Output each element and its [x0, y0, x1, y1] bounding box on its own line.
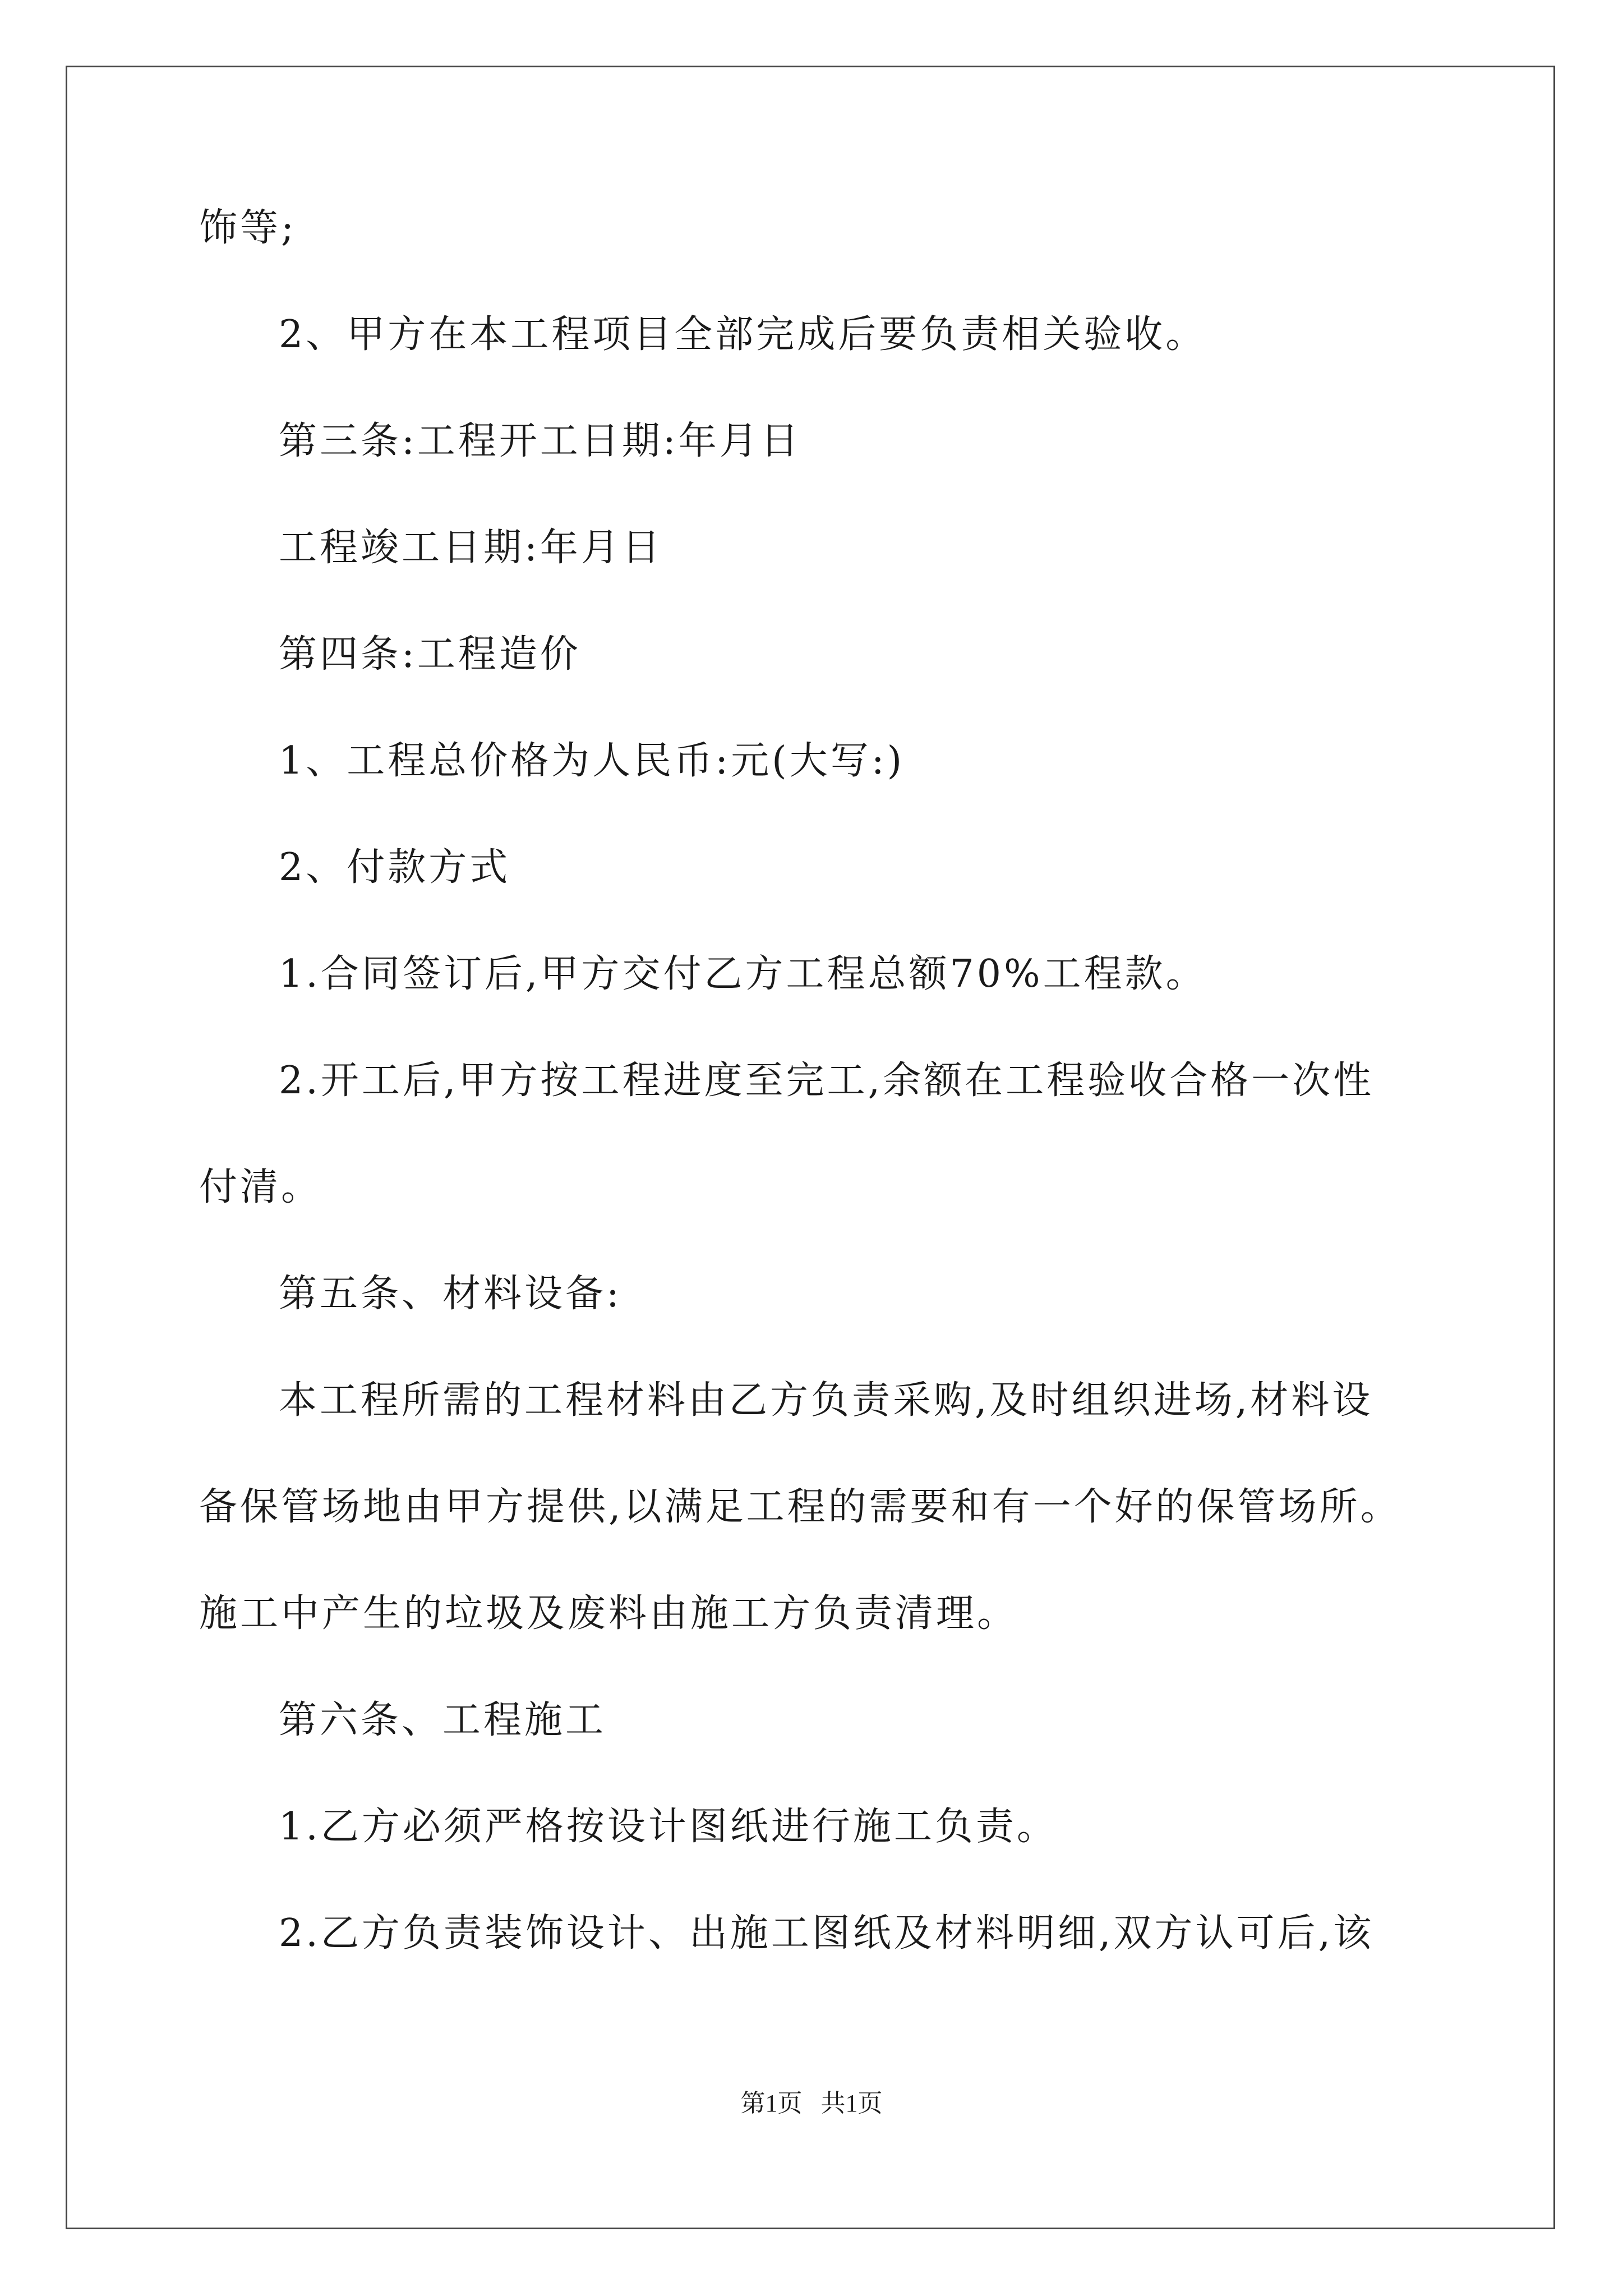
text-line-14: 施工中产生的垃圾及废料由施工方负责清理。	[199, 1591, 1018, 1636]
text-line-1: 饰等;	[199, 206, 297, 250]
text-line-4: 工程竣工日期:年月日	[279, 526, 663, 570]
text-line-17: 2.乙方负责装饰设计、出施工图纸及材料明细,双方认可后,该	[279, 1911, 1375, 1955]
text-line-15: 第六条、工程施工	[279, 1698, 607, 1742]
text-line-12: 本工程所需的工程材料由乙方负责采购,及时组织进场,材料设	[279, 1378, 1373, 1423]
text-line-3: 第三条:工程开工日期:年月日	[279, 419, 801, 463]
text-line-2: 2、甲方在本工程项目全部完成后要负责相关验收。	[279, 312, 1207, 357]
text-line-11: 第五条、材料设备:	[279, 1272, 622, 1316]
text-line-7: 2、付款方式	[279, 845, 511, 890]
text-line-8: 1.合同签订后,甲方交付乙方工程总额70%工程款。	[279, 952, 1207, 996]
text-line-9: 2.开工后,甲方按工程进度至完工,余额在工程验收合格一次性	[279, 1059, 1375, 1103]
page-footer: 第1页 共1页	[740, 2090, 883, 2117]
text-line-10: 付清。	[199, 1165, 322, 1209]
text-line-16: 1.乙方必须严格按设计图纸进行施工负责。	[279, 1805, 1058, 1849]
text-line-6: 1、工程总价格为人民币:元(大写:)	[279, 739, 905, 783]
text-line-13: 备保管场地由甲方提供,以满足工程的需要和有一个好的保管场所。	[199, 1485, 1401, 1529]
text-line-5: 第四条:工程造价	[279, 632, 581, 677]
page-border	[66, 66, 1555, 2229]
